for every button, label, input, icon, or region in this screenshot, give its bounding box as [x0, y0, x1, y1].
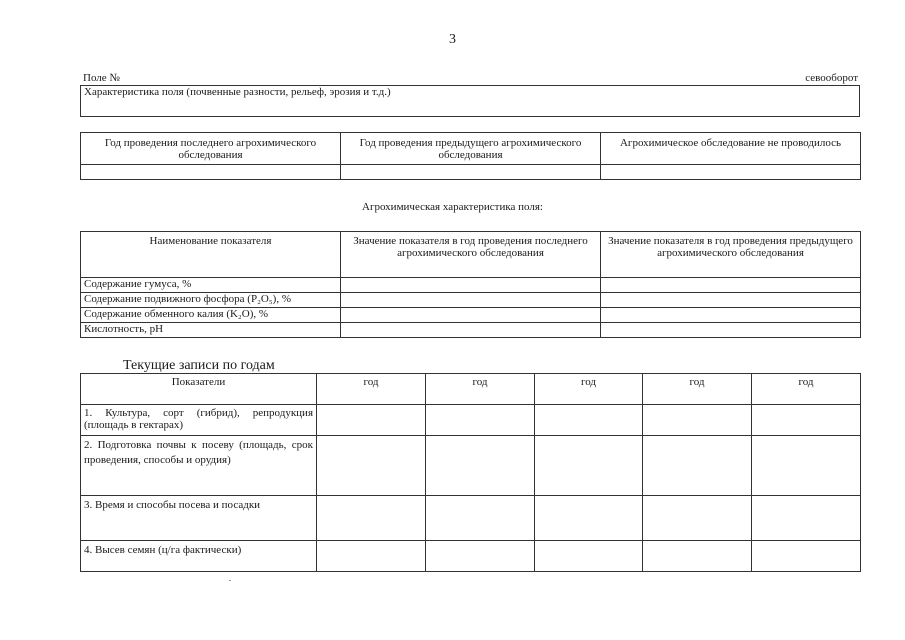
seeding-rate-row-label: 4. Высев семян (ц/га фактически): [81, 541, 317, 572]
culture-year-1[interactable]: [317, 405, 426, 436]
sowing-year-1[interactable]: [317, 496, 426, 541]
phosphorus-last-value[interactable]: [341, 293, 601, 308]
soil-preparation-year-4[interactable]: [643, 436, 752, 496]
indicator-name-header: Наименование показателя: [81, 232, 341, 278]
year-header-4: год: [643, 374, 752, 405]
humus-previous-value[interactable]: [601, 278, 861, 293]
indicators-header: Показатели: [81, 374, 317, 405]
potassium-previous-value[interactable]: [601, 308, 861, 323]
acidity-last-value[interactable]: [341, 323, 601, 338]
field-characteristic-label: Характеристика поля (почвенные разности, рельеф, эрозия и т.д.): [81, 86, 860, 117]
culture-year-2[interactable]: [426, 405, 535, 436]
sowing-year-3[interactable]: [535, 496, 643, 541]
field-number-label: Поле №: [83, 72, 120, 84]
current-records-title: Текущие записи по годам: [123, 358, 275, 373]
sowing-year-2[interactable]: [426, 496, 535, 541]
last-survey-year-value[interactable]: [81, 165, 341, 180]
year-header-2: год: [426, 374, 535, 405]
seeding-rate-year-4[interactable]: [643, 541, 752, 572]
seeding-rate-year-2[interactable]: [426, 541, 535, 572]
culture-year-4[interactable]: [643, 405, 752, 436]
page-number: 3: [449, 32, 456, 47]
culture-year-5[interactable]: [752, 405, 861, 436]
soil-preparation-year-1[interactable]: [317, 436, 426, 496]
survey-years-table: [80, 132, 861, 180]
sowing-year-4[interactable]: [643, 496, 752, 541]
acidity-previous-value[interactable]: [601, 323, 861, 338]
previous-survey-year-value[interactable]: [341, 165, 601, 180]
soil-preparation-year-3[interactable]: [535, 436, 643, 496]
sowing-year-5[interactable]: [752, 496, 861, 541]
acidity-row-label: Кислотность, pH: [81, 323, 341, 338]
last-survey-value-header: Значение показателя в год проведения последнего агрохимического обследования: [341, 232, 601, 278]
last-survey-year-header: Год проведения последнего агрохимического обследования: [81, 133, 341, 165]
current-records-table: [80, 373, 861, 572]
potassium-last-value[interactable]: [341, 308, 601, 323]
potassium-row-label: Содержание обменного калия (K₂O), %: [81, 308, 341, 323]
no-survey-header: Агрохимическое обследование не проводилось: [601, 133, 861, 165]
field-characteristic-table: [80, 85, 860, 117]
soil-preparation-row-label: 2. Подготовка почвы к посеву (площадь, срок проведения, способы и орудия): [81, 436, 317, 496]
culture-year-3[interactable]: [535, 405, 643, 436]
seeding-rate-year-3[interactable]: [535, 541, 643, 572]
phosphorus-row-label: Содержание подвижного фосфора (P₂O₅), %: [81, 293, 341, 308]
previous-survey-year-header: Год проведения предыдущего агрохимического обследования: [341, 133, 601, 165]
soil-preparation-year-5[interactable]: [752, 436, 861, 496]
culture-row-label: 1. Культура, сорт (гибрид), репродукция (площадь в гектарах): [81, 405, 317, 436]
humus-last-value[interactable]: [341, 278, 601, 293]
seeding-rate-year-1[interactable]: [317, 541, 426, 572]
crop-rotation-label: севооборот: [805, 72, 858, 84]
year-header-5: год: [752, 374, 861, 405]
agrochemical-title: Агрохимическая характеристика поля:: [362, 201, 543, 213]
year-header-3: год: [535, 374, 643, 405]
soil-preparation-year-2[interactable]: [426, 436, 535, 496]
no-survey-value[interactable]: [601, 165, 861, 180]
year-header-1: год: [317, 374, 426, 405]
phosphorus-previous-value[interactable]: [601, 293, 861, 308]
sowing-row-label: 3. Время и способы посева и посадки: [81, 496, 317, 541]
humus-row-label: Содержание гумуса, %: [81, 278, 341, 293]
previous-survey-value-header: Значение показателя в год проведения предыдущего агрохимического обследования: [601, 232, 861, 278]
scan-speck: [229, 580, 231, 581]
seeding-rate-year-5[interactable]: [752, 541, 861, 572]
agrochemical-table: [80, 231, 861, 338]
